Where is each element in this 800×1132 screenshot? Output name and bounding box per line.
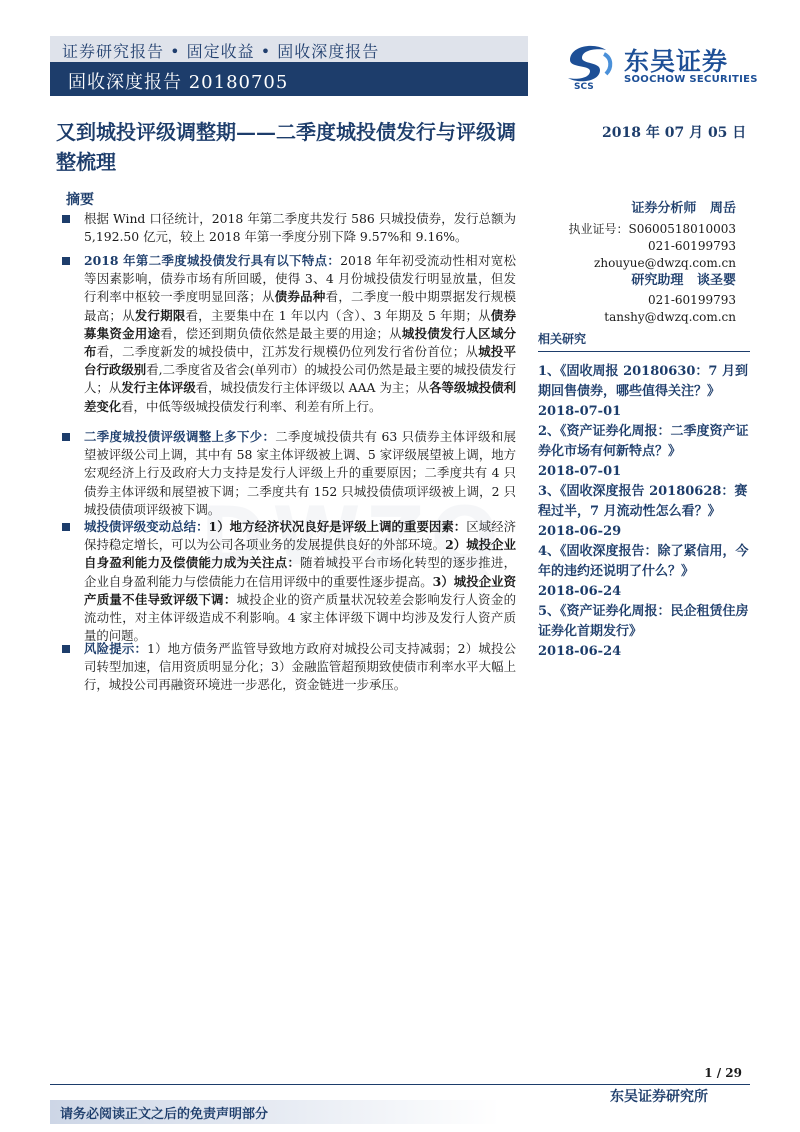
related-research: [538, 330, 750, 662]
analyst-title: 证券分析师: [631, 201, 697, 216]
bullet-square-icon: [62, 645, 70, 653]
abstract-heading: 摘要: [66, 192, 94, 208]
bullet-text: [84, 210, 516, 246]
assistant-title: 研究助理: [631, 273, 684, 288]
related-item-title[interactable]: 3、《固收深度报告 20180628：赛程过半，7 月流动性怎么看？》: [538, 484, 748, 519]
related-item-title[interactable]: 4、《固收深度报告：除了紧信用，今年的违约还说明了什么？》: [538, 544, 749, 579]
header-top-text: 证券研究报告 • 固定收益 • 固收深度报告: [62, 42, 380, 61]
bullet-emphasis: 城投平台行政级别: [84, 344, 517, 378]
bullet-emphasis: 各等级城投债利差变化: [84, 380, 516, 414]
bullet-segment: 1）地方债务严监管导致地方政府对城投公司支持减弱；2）城投公司转型加速，信用资质明显分化；3）金融监管超预期致使债市利率水平大幅上行，城投公司再融资环境进一步恶化，资金链进一步承压。: [84, 641, 516, 693]
watermark: [200, 490, 505, 583]
bullet-segment: 看，二季度一般中期票据发行规模最高；从: [84, 289, 517, 323]
bullet-emphasis: 发行主体评级: [121, 380, 196, 396]
analyst-email[interactable]: zhouyue@dwzq.com.cn: [594, 256, 736, 270]
bullet-segment: 看，中低等级城投债发行利率、利差有所上行。: [121, 398, 382, 414]
bullet-emphasis: 发行期限: [134, 307, 186, 323]
bullet-segment: 看，偿还到期负债依然是最主要的用途；从: [160, 325, 402, 341]
bullet-text: [84, 640, 516, 695]
related-heading: 相关研究: [538, 330, 750, 352]
related-item-date: 2018-06-24: [538, 644, 622, 659]
related-item[interactable]: [538, 362, 750, 422]
analyst-phone: 021-60199793: [647, 239, 736, 253]
bullet-segment: 看，主要集中在 1 年以内（含）、3 年期及 5 年期；从: [185, 307, 491, 323]
bullet-segment: 二季度城投债共有 63 只债券主体评级和展望被评级公司上调，其中有 58 家主体评级被上调、5 家评级展望被上调，地方宏观经济上行及政府大力支持是发行人评级上升的重要原因；二季度共有 4 只债券主体评级和展望被下调；二季度共有 152 只城投债债项评级被上调，2 只城投债债项评级被下调。: [84, 429, 516, 517]
assistant-name: 谈圣婴: [696, 273, 736, 288]
related-item-title[interactable]: 2、《资产证券化周报：二季度资产证券化市场有何新特点？》: [538, 424, 749, 459]
assistant-line: [631, 272, 736, 290]
bullet-emphasis: 1）地方经济状况良好是评级上调的重要因素：: [208, 519, 467, 534]
analyst-name: 周岳: [709, 201, 736, 216]
report-title: 又到城投评级调整期——二季度城投债发行与评级调整梳理: [56, 120, 516, 174]
footer-institute: 东吴证券研究所: [610, 1089, 708, 1105]
bullet-heading: 二季度城投债评级调整上多下少：: [84, 429, 276, 444]
bullet-emphasis: 债券品种: [274, 289, 326, 305]
bullet-square-icon: [62, 433, 70, 441]
bullet-segment: 看,二季度省及省会(单列市）的城投公司仍然是最主要的城投债发行人；从: [84, 362, 516, 396]
bullet-emphasis: 债券募集资金用途: [84, 307, 517, 341]
company-logo: [560, 38, 760, 90]
bullet-emphasis: 2）城投企业自身盈利能力及偿债能力成为关注点：: [84, 537, 517, 571]
bullet-heading: 风险提示：: [84, 641, 148, 656]
bullet-segment: 区域经济保持稳定增长，可以为公司各项业务的发展提供良好的外部环境。: [84, 519, 517, 553]
footer-divider: [50, 1084, 750, 1085]
report-type-label: 固收深度报告 20180705: [68, 72, 289, 93]
analyst-line: [631, 200, 736, 218]
related-item[interactable]: [538, 542, 750, 602]
footer-disclaimer[interactable]: 请务必阅读正文之后的免责声明部分: [60, 1107, 269, 1122]
bullet-emphasis: 城投债发行人区域分布: [84, 325, 517, 360]
logo-mark-icon: [560, 38, 618, 90]
bullet-segment: 随着城投平台市场化转型的逐步推进，企业自身盈利能力与偿债能力在信用评级中的重要性逐步提高。: [84, 555, 517, 589]
assistant-email[interactable]: tanshy@dwzq.com.cn: [604, 310, 736, 324]
bullet-text: [84, 252, 516, 416]
abstract-bullet-2: [62, 252, 516, 416]
bullet-heading: 城投债评级变动总结：: [84, 519, 209, 534]
logo-name-cn: 东吴证券: [624, 47, 729, 76]
logo-mark-text: SCS: [574, 82, 594, 90]
bullet-segment: 看，二季度新发的城投债中，江苏发行规模仍位列发行省份首位；从: [96, 344, 479, 360]
related-item-date: 2018-06-29: [538, 524, 622, 539]
header-report-type-bar: [50, 62, 528, 96]
related-item[interactable]: [538, 482, 750, 542]
bullet-segment: 根据 Wind 口径统计，2018 年第二季度共发行 586 只城投债券，发行总额为 5,192.50 亿元，较上 2018 年第一季度分别下降 9.57%和 9.16%。: [84, 211, 516, 245]
abstract-bullet-1: [62, 210, 516, 246]
assistant-phone: 021-60199793: [647, 293, 736, 307]
analyst-license: 执业证号：S0600518010003: [568, 222, 736, 236]
related-item-date: 2018-07-01: [538, 464, 622, 479]
bullet-segment: 城投企业的资产质量状况较差会影响发行人资金的流动性，对主体评级造成不利影响。4 家主体评级下调中均涉及发行人资产质量的问题。: [84, 591, 517, 644]
bullet-square-icon: [62, 215, 70, 223]
bullet-segment: 2018 年年初受流动性相对宽松等因素影响，债券市场有所回暖，使得 3、4 月份城投债发行明显放量，但发行利率中枢较一季度明显回落；从: [84, 253, 516, 305]
bullet-square-icon: [62, 523, 70, 531]
header-top-banner: [50, 36, 528, 62]
related-item[interactable]: [538, 422, 750, 482]
related-item[interactable]: [538, 602, 750, 662]
related-item-title[interactable]: 1、《固收周报 20180630：7 月到期回售债券，哪些值得关注？》: [538, 364, 749, 399]
bullet-segment: 看，城投债发行主体评级以 AAA 为主；从: [195, 380, 430, 396]
bullet-emphasis: 3）城投企业资产质量不佳导致评级下调：: [84, 573, 517, 607]
logo-name-en: SOOCHOW SECURITIES: [624, 74, 758, 85]
bullet-square-icon: [62, 257, 70, 265]
related-item-date: 2018-07-01: [538, 404, 622, 419]
page-number: 1 / 29: [704, 1066, 742, 1080]
report-date: 2018 年 07 月 05 日: [602, 125, 747, 141]
abstract-bullet-5: [62, 640, 516, 695]
footer-disclaimer-bar[interactable]: [50, 1100, 500, 1124]
related-item-date: 2018-06-24: [538, 584, 622, 599]
bullet-heading: 2018 年第二季度城投债发行具有以下特点：: [84, 253, 341, 268]
related-item-title[interactable]: 5、《资产证券化周报：民企租赁住房证券化首期发行》: [538, 604, 749, 639]
